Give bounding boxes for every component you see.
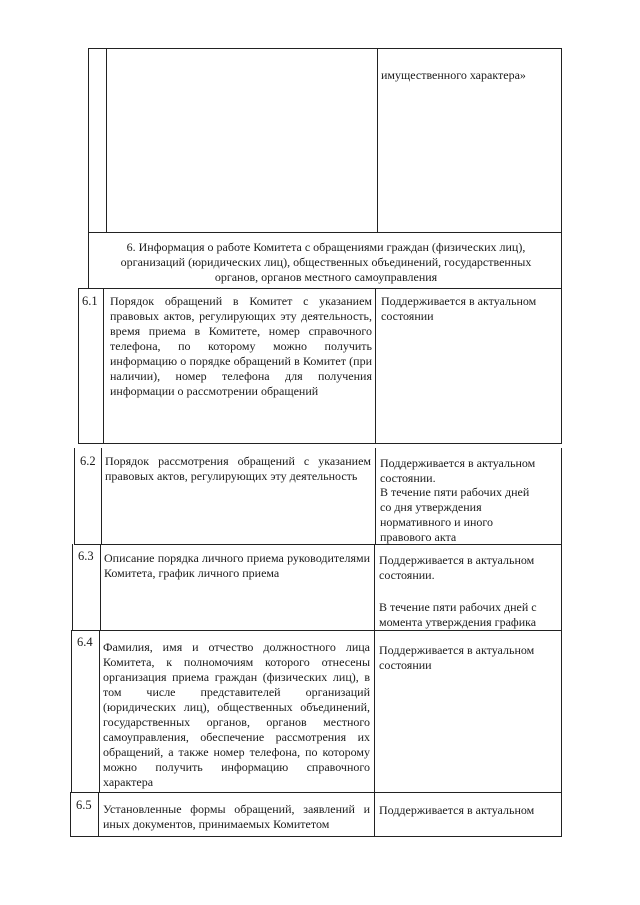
row-status: Поддерживается в актуальном состоянии.: [379, 553, 535, 582]
row-status-extra: В течение пяти рабочих дней с момента утверждения графика: [379, 600, 537, 629]
table-top-border: [88, 48, 562, 49]
row-status: Поддерживается в актуальном состоянии.: [380, 456, 536, 485]
section-heading-top-border: [88, 232, 562, 233]
section-heading-right-border: [561, 232, 562, 288]
row-6-4-bottom-border: [71, 792, 562, 793]
row-status: Поддерживается в актуальном состоянии: [381, 294, 537, 323]
row-6-1-right-border: [561, 288, 562, 443]
row-6-4-number-divider: [99, 630, 100, 792]
row-description: Описание порядка личного приема руководителями Комитета, график личного приема: [104, 551, 370, 580]
row-6-4-right-border: [561, 630, 562, 792]
row-6-1-number-divider: [103, 288, 104, 443]
row-6-4-status-divider: [374, 630, 375, 792]
row-description: Установленные формы обращений, заявлений и иных документов, принимаемых Комитетом: [103, 802, 370, 831]
row-6-2-bottom-border: [74, 544, 562, 545]
row-6-1-bottom-border: [78, 443, 562, 444]
row-6-1-status-divider: [375, 288, 376, 443]
row-description: Порядок рассмотрения обращений с указанием правовых актов, регулирующих эту деятельность: [105, 454, 371, 483]
table-bottom-border: [70, 836, 562, 837]
row-number: 6.2: [80, 454, 96, 468]
row-6-5-status-divider: [374, 792, 375, 836]
row-number: 6.1: [82, 294, 98, 308]
number-column-divider: [106, 48, 107, 232]
continuation-text: имущественного характера»: [381, 68, 526, 82]
row-6-3-right-border: [561, 544, 562, 630]
row-6-2-number-divider: [101, 448, 102, 544]
row-6-2-left-border: [74, 448, 75, 544]
row-6-1-left-border: [78, 288, 79, 443]
row-number: 6.3: [78, 549, 94, 563]
row-description: Порядок обращений в Комитет с указанием правовых актов, регулирующих эту деятельность, время приема в Комитете, номер справочного телефона, по которому можно получить информацию о порядке обращений в Комитет (при наличии), номер телефона для получения информации о рассмотрении обращений: [110, 294, 372, 398]
row-6-5-left-border: [70, 792, 71, 836]
table-left-border: [88, 48, 89, 232]
row-6-5-right-border: [561, 792, 562, 836]
section-heading: 6. Информация о работе Комитета с обращениями граждан (физических лиц), организаций (юридических лиц), общественных объединений, государственных органов, органов местного самоуправления: [120, 240, 532, 284]
row-number: 6.5: [76, 798, 92, 812]
section-heading-left-border: [88, 232, 89, 288]
row-number: 6.4: [77, 635, 93, 649]
section-heading-bottom-border: [78, 288, 562, 289]
row-6-3-number-divider: [100, 544, 101, 630]
table-right-border: [561, 48, 562, 232]
status-column-divider: [377, 48, 378, 232]
row-status: Поддерживается в актуальном состоянии: [379, 643, 535, 672]
row-status-extra: В течение пяти рабочих дней со дня утверждения нормативного и иного правового акта: [380, 485, 530, 544]
row-6-3-left-border: [72, 544, 73, 630]
row-6-4-left-border: [71, 630, 72, 792]
row-6-5-number-divider: [98, 792, 99, 836]
row-6-2-right-border: [561, 448, 562, 544]
row-6-3-status-divider: [374, 544, 375, 630]
row-6-2-status-divider: [375, 448, 376, 544]
row-description: Фамилия, имя и отчество должностного лица Комитета, к полномочиям которого отнесены организация приема граждан (физических лиц), в том числе представителей организаций (юридических лиц), общественных объединений, государственных органов, органов местного самоуправления, обеспечение рассмотрения их обращений, а также номер телефона, по которому можно получить информацию справочного характера: [103, 640, 370, 789]
row-status: Поддерживается в актуальном: [379, 803, 535, 817]
row-6-3-bottom-border: [72, 630, 562, 631]
